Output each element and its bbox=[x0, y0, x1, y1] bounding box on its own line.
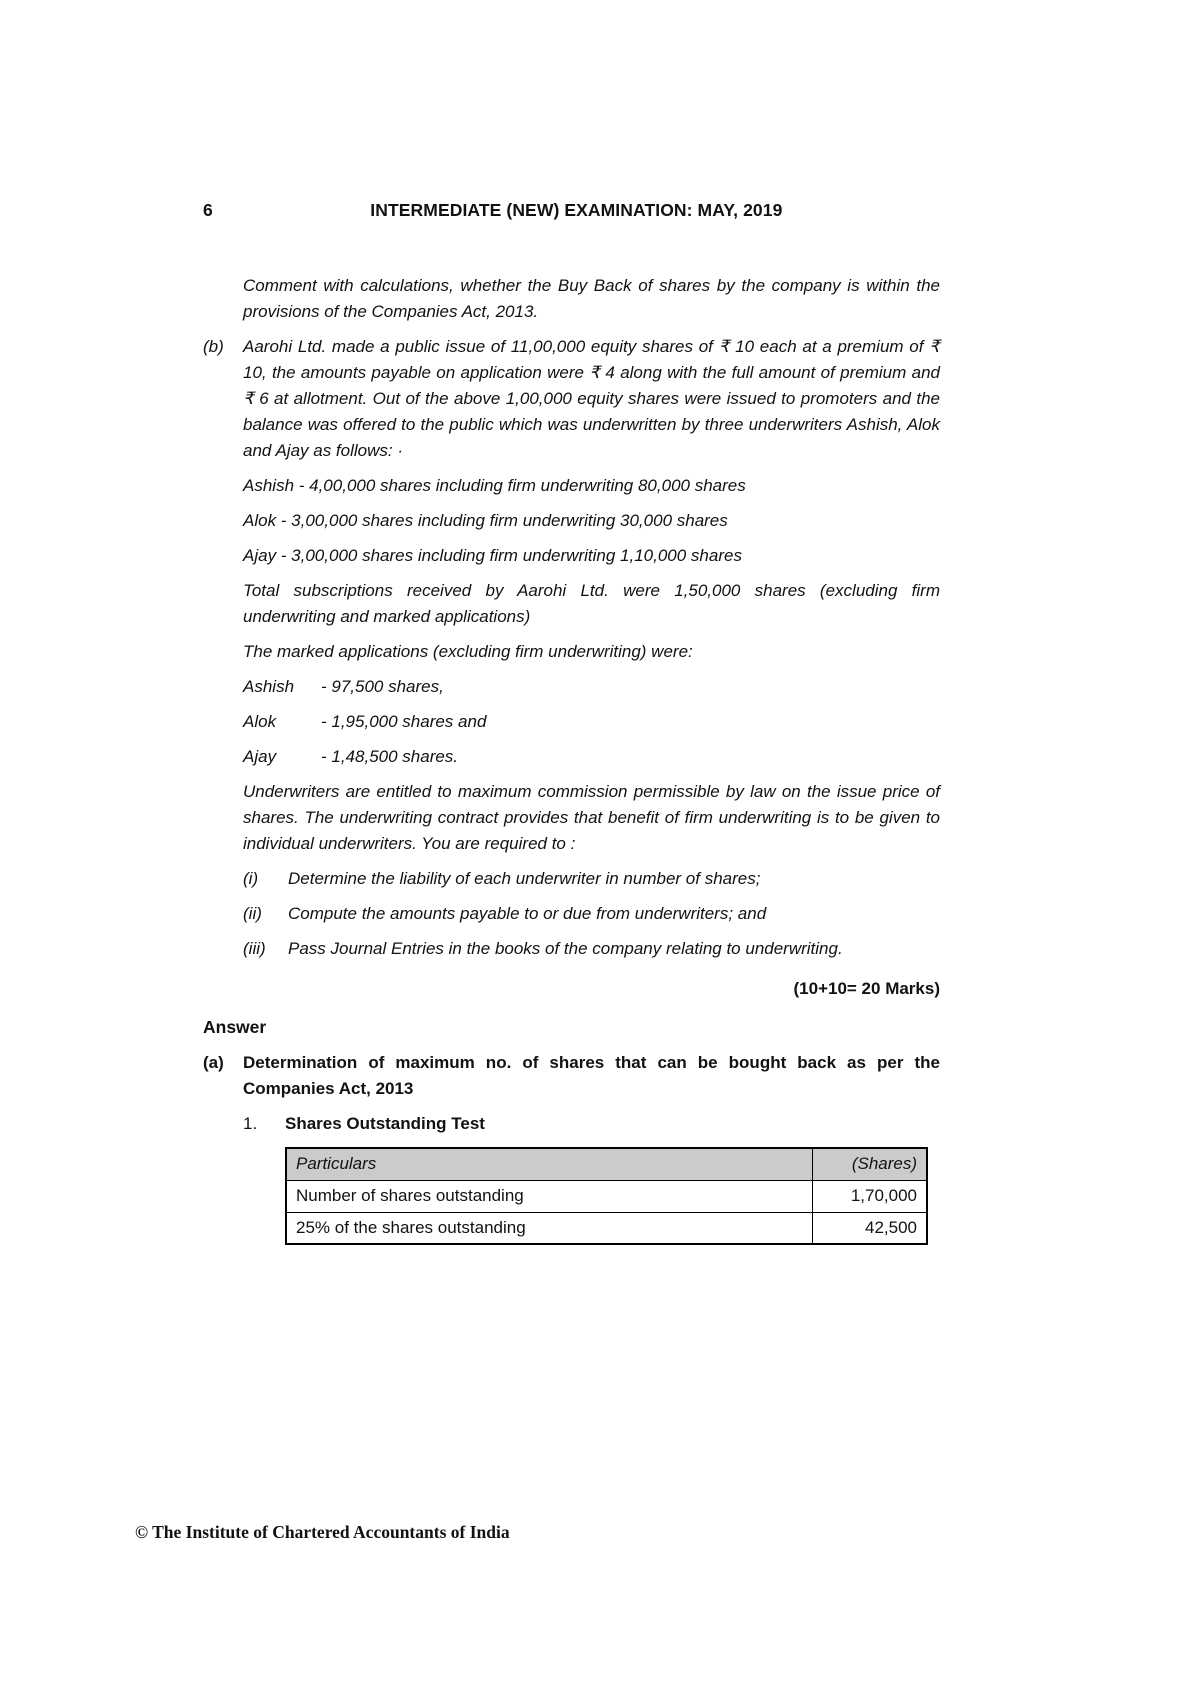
underwriter-line-alok: Alok - 3,00,000 shares including firm underwriting 30,000 shares bbox=[243, 511, 728, 530]
table-row bbox=[286, 1212, 927, 1244]
table-cell-shares: 42,500 bbox=[812, 1212, 927, 1244]
question-part-b bbox=[203, 334, 940, 464]
marked-name: Ashish bbox=[243, 677, 295, 696]
answer-part-a-label: (a) bbox=[203, 1053, 224, 1072]
marks-line: (10+10= 20 Marks) bbox=[793, 979, 940, 998]
marked-row-ashish bbox=[243, 674, 940, 700]
answer-item-1 bbox=[243, 1111, 940, 1137]
answer-part-a bbox=[203, 1050, 940, 1102]
table-cell-particulars: Number of shares outstanding bbox=[286, 1180, 812, 1212]
requirement-text: Compute the amounts payable to or due from underwriters; and bbox=[288, 904, 767, 923]
page-number: 6 bbox=[203, 200, 213, 220]
underwriter-line-ashish: Ashish - 4,00,000 shares including firm underwriting 80,000 shares bbox=[243, 476, 746, 495]
marked-value: - 1,48,500 shares. bbox=[321, 747, 459, 766]
marked-row-ajay bbox=[243, 744, 940, 770]
commission-paragraph: Underwriters are entitled to maximum commission permissible by law on the issue price of shares. The underwriting contract provides that benefit of firm underwriting is to be given to individual underwriters. You are required to : bbox=[243, 782, 940, 853]
question-intro-paragraph: Comment with calculations, whether the Buy Back of shares by the company is within the provisions of the Companies Act, 2013. bbox=[243, 276, 940, 321]
table-row bbox=[286, 1180, 927, 1212]
requirement-label: (ii) bbox=[243, 904, 262, 923]
requirement-label: (i) bbox=[243, 869, 259, 888]
marked-value: - 97,500 shares, bbox=[321, 677, 444, 696]
marked-value: - 1,95,000 shares and bbox=[321, 712, 487, 731]
table-cell-shares: 1,70,000 bbox=[812, 1180, 927, 1212]
requirement-label: (iii) bbox=[243, 939, 266, 958]
requirement-ii bbox=[243, 901, 940, 927]
requirement-text: Pass Journal Entries in the books of the company relating to underwriting. bbox=[288, 939, 843, 958]
requirement-text: Determine the liability of each underwriter in number of shares; bbox=[288, 869, 761, 888]
header-title: INTERMEDIATE (NEW) EXAMINATION: MAY, 2019 bbox=[370, 200, 783, 220]
requirement-i bbox=[243, 866, 940, 892]
table-cell-particulars: 25% of the shares outstanding bbox=[286, 1212, 812, 1244]
table-header-row bbox=[286, 1148, 927, 1180]
answer-part-a-title: Determination of maximum no. of shares that can be bought back as per the Companies Act, 2013 bbox=[243, 1053, 940, 1098]
part-b-label: (b) bbox=[203, 337, 224, 356]
marked-name: Ajay bbox=[243, 747, 277, 766]
page-footer: © The Institute of Chartered Accountants of India bbox=[135, 1522, 510, 1542]
part-b-text: Aarohi Ltd. made a public issue of 11,00,000 equity shares of ₹ 10 each at a premium of ₹ 10, the amounts payable on application were ₹ 4 along with the full amount of premium and ₹ 6 at allotment. Out of the above 1,00,000 equity shares were issued to promoters and the balance was offered to the public which was underwritten by three underwriters Ashish, Alok and Ajay as follows: · bbox=[243, 337, 940, 460]
table-header-particulars: Particulars bbox=[286, 1148, 812, 1180]
item-title: Shares Outstanding Test bbox=[285, 1114, 485, 1133]
marked-applications-intro: The marked applications (excluding firm underwriting) were: bbox=[243, 642, 693, 661]
marked-row-alok bbox=[243, 709, 940, 735]
answer-heading: Answer bbox=[203, 1017, 267, 1037]
marked-name: Alok bbox=[243, 712, 277, 731]
underwriter-line-ajay: Ajay - 3,00,000 shares including firm underwriting 1,10,000 shares bbox=[243, 546, 742, 565]
item-number: 1. bbox=[243, 1114, 258, 1133]
table-header-shares: (Shares) bbox=[812, 1148, 927, 1180]
shares-outstanding-table bbox=[285, 1147, 928, 1245]
requirement-iii bbox=[243, 936, 940, 962]
page-header bbox=[203, 200, 940, 221]
total-subscriptions-paragraph: Total subscriptions received by Aarohi Ltd. were 1,50,000 shares (excluding firm underwriting and marked applications) bbox=[243, 581, 940, 626]
page-content bbox=[203, 200, 940, 1245]
